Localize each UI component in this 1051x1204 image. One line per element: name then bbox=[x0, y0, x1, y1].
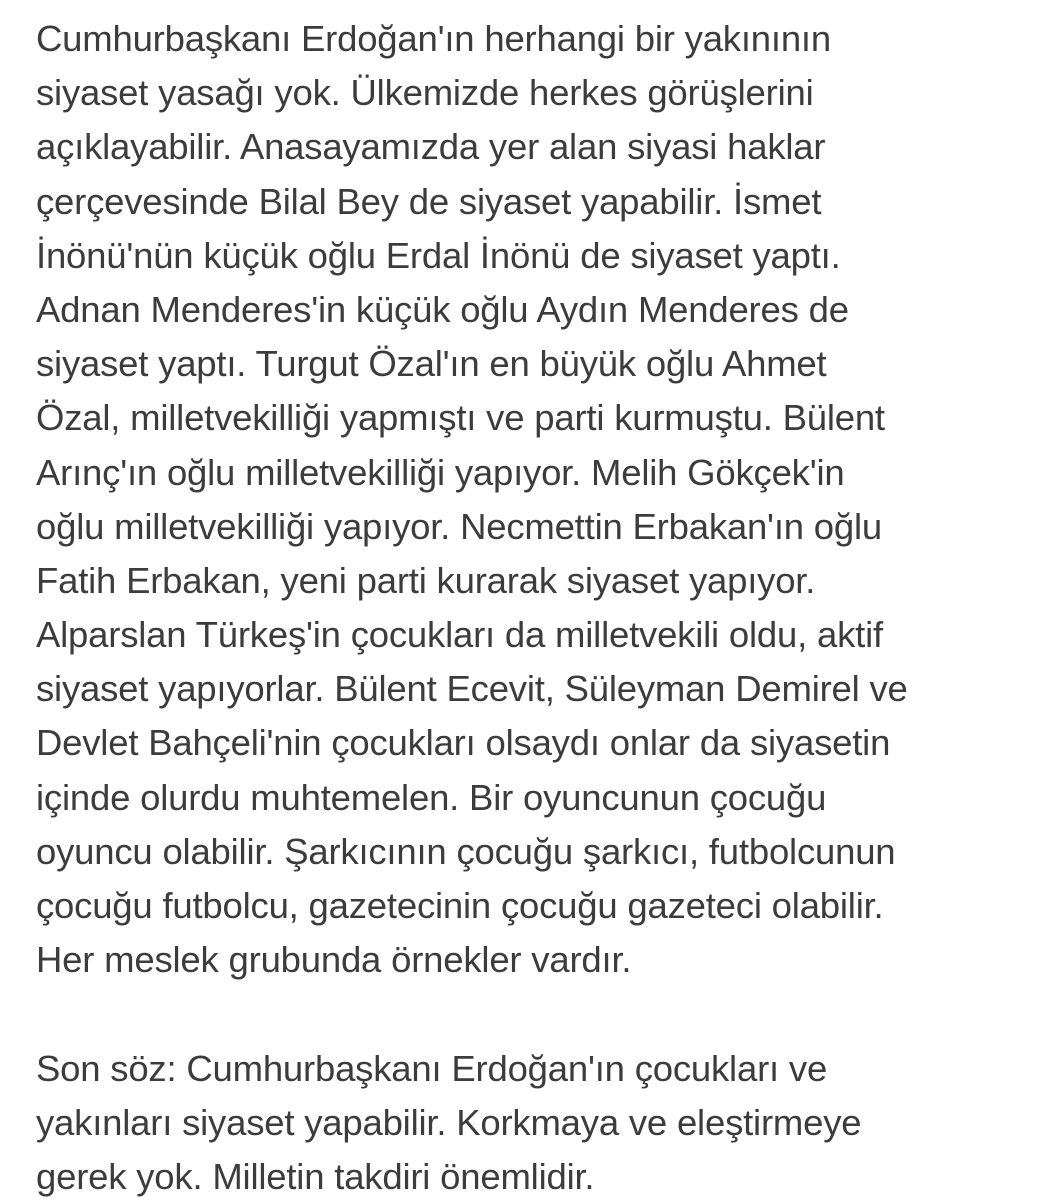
text-line: Cumhurbaşkanı Erdoğan'ın herhangi bir yakınının bbox=[36, 18, 831, 59]
paragraph-spacer bbox=[36, 987, 1036, 1041]
text-line: Her meslek grubunda örnekler vardır. bbox=[36, 939, 632, 981]
text-line: açıklayabilir. Anasayamızda yer alan siyasi haklar bbox=[36, 126, 826, 168]
text-line: oğlu milletvekilliği yapıyor. Necmettin Erbakan'ın oğlu bbox=[36, 505, 883, 547]
text-line: Devlet Bahçeli'nin çocukları olsaydı onlar da siyasetin bbox=[36, 722, 891, 764]
text-line: gerek yok. Milletin takdiri önemlidir. bbox=[36, 1155, 595, 1197]
text-line: siyaset yaptı. Turgut Özal'ın en büyük oğlu Ahmet bbox=[36, 343, 827, 385]
text-line: Son söz: Cumhurbaşkanı Erdoğan'ın çocukları ve bbox=[36, 1047, 828, 1089]
text-line: çocuğu futbolcu, gazetecinin çocuğu gazeteci olabilir. bbox=[36, 885, 884, 926]
text-line: çerçevesinde Bilal Bey de siyaset yapabilir. İsmet bbox=[36, 180, 822, 222]
text-line: içinde olurdu muhtemelen. Bir oyuncunun çocuğu bbox=[36, 776, 827, 818]
text-line: Alparslan Türkeş'in çocukları da milletvekili oldu, aktif bbox=[36, 614, 883, 656]
text-line: siyaset yapıyorlar. Bülent Ecevit, Süleyman Demirel ve bbox=[36, 668, 908, 710]
text-line: İnönü'nün küçük oğlu Erdal İnönü de siyaset yaptı. bbox=[36, 234, 841, 276]
text-line: siyaset yasağı yok. Ülkemizde herkes görüşlerini bbox=[36, 72, 814, 114]
text-line: Arınç'ın oğlu milletvekilliği yapıyor. Melih Gökçek'in bbox=[36, 451, 845, 493]
post-text-body bbox=[36, 12, 1036, 1204]
text-line: oyuncu olabilir. Şarkıcının çocuğu şarkıcı, futbolcunun bbox=[36, 830, 896, 872]
text-line: Adnan Menderes'in küçük oğlu Aydın Menderes de bbox=[36, 288, 849, 330]
text-line: Özal, milletvekilliği yapmıştı ve parti kurmuştu. Bülent bbox=[36, 397, 885, 439]
paragraph-2 bbox=[36, 1042, 1036, 1204]
text-line: Fatih Erbakan, yeni parti kurarak siyaset yapıyor. bbox=[36, 559, 816, 601]
text-line: yakınları siyaset yapabilir. Korkmaya ve eleştirmeye bbox=[36, 1101, 862, 1143]
paragraph-1 bbox=[36, 12, 1036, 987]
